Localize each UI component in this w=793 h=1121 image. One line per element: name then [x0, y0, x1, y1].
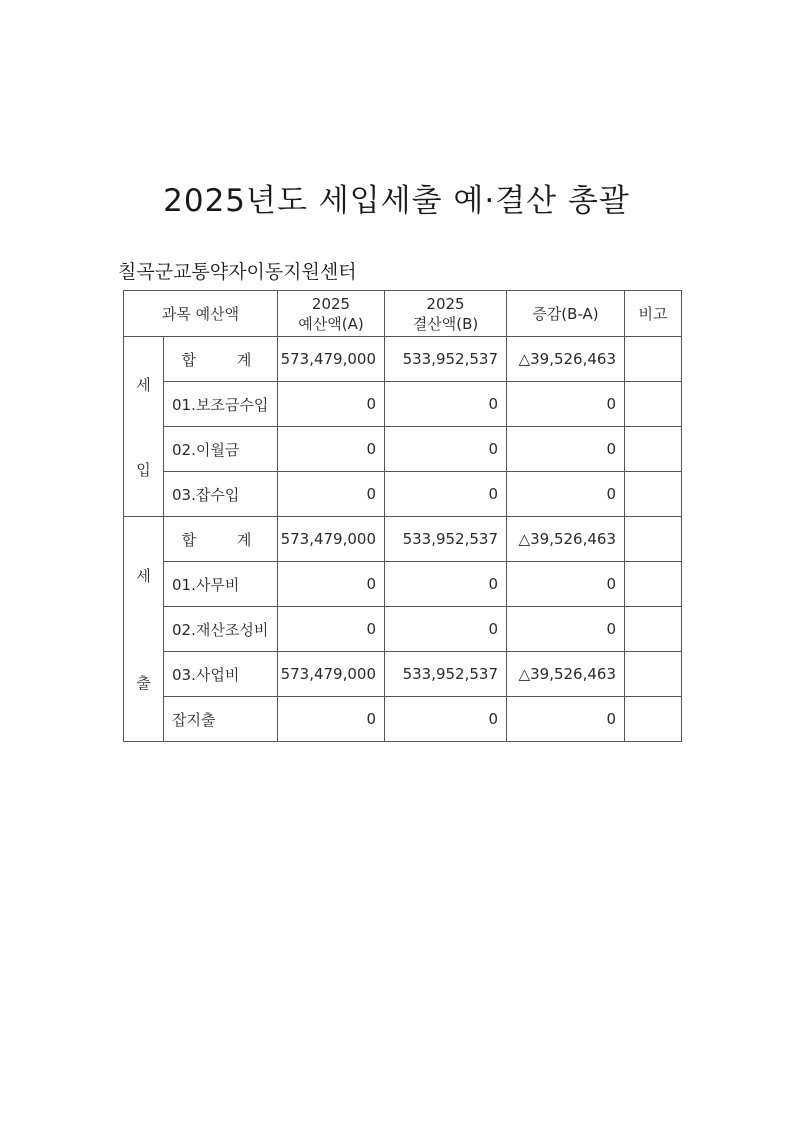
- row-item: 03.잡수입: [164, 472, 278, 517]
- header-budget-label: 예산액(A): [298, 314, 364, 333]
- row-budget: 573,479,000: [278, 652, 385, 697]
- row-remarks: [625, 607, 682, 652]
- row-remarks: [625, 562, 682, 607]
- row-change: 0: [507, 697, 625, 742]
- row-settlement: 0: [385, 562, 507, 607]
- row-budget: 0: [278, 562, 385, 607]
- row-item: 합 계: [164, 337, 278, 382]
- revenue-label-top: 세: [136, 375, 151, 394]
- revenue-section-label: [124, 337, 164, 517]
- table-row: [124, 382, 682, 427]
- table-row: [124, 652, 682, 697]
- row-remarks: [625, 652, 682, 697]
- expenditure-section-label: [124, 517, 164, 742]
- table-row: [124, 562, 682, 607]
- row-change: △39,526,463: [507, 652, 625, 697]
- row-change: 0: [507, 472, 625, 517]
- header-budget: [278, 291, 385, 337]
- row-item: 02.이월금: [164, 427, 278, 472]
- row-settlement: 0: [385, 427, 507, 472]
- organization-name: 칠곡군교통약자이동지원센터: [118, 261, 357, 283]
- row-change: 0: [507, 562, 625, 607]
- row-remarks: [625, 697, 682, 742]
- row-budget: 0: [278, 607, 385, 652]
- row-change: 0: [507, 427, 625, 472]
- row-change: 0: [507, 382, 625, 427]
- row-budget: 0: [278, 697, 385, 742]
- row-item: 01.보조금수입: [164, 382, 278, 427]
- row-settlement: 0: [385, 382, 507, 427]
- header-budget-year: 2025: [311, 294, 351, 313]
- revenue-label-bottom: 입: [136, 460, 151, 479]
- row-change: △39,526,463: [507, 337, 625, 382]
- row-settlement: 0: [385, 472, 507, 517]
- table-row: [124, 337, 682, 382]
- budget-summary-table: [123, 290, 682, 742]
- row-item: 02.재산조성비: [164, 607, 278, 652]
- expenditure-label-bottom: 출: [136, 674, 151, 693]
- table-header-row: [124, 291, 682, 337]
- row-item: 03.사업비: [164, 652, 278, 697]
- row-settlement: 533,952,537: [385, 337, 507, 382]
- expenditure-label-top: 세: [136, 566, 151, 585]
- row-item: 잡지출: [164, 697, 278, 742]
- table-row: [124, 607, 682, 652]
- table-row: [124, 697, 682, 742]
- header-settlement-year: 2025: [426, 294, 465, 313]
- row-item: 01.사무비: [164, 562, 278, 607]
- row-settlement: 0: [385, 607, 507, 652]
- row-budget: 573,479,000: [278, 337, 385, 382]
- row-settlement: 0: [385, 697, 507, 742]
- row-change: 0: [507, 607, 625, 652]
- row-settlement: 533,952,537: [385, 652, 507, 697]
- row-remarks: [625, 472, 682, 517]
- row-item: 합 계: [164, 517, 278, 562]
- row-remarks: [625, 427, 682, 472]
- table-row: [124, 517, 682, 562]
- row-settlement: 533,952,537: [385, 517, 507, 562]
- row-change: △39,526,463: [507, 517, 625, 562]
- header-settlement: [385, 291, 507, 337]
- table-row: [124, 472, 682, 517]
- header-remarks: 비고: [625, 291, 682, 337]
- header-settlement-label: 결산액(B): [412, 314, 479, 333]
- row-budget: 0: [278, 382, 385, 427]
- table-row: [124, 427, 682, 472]
- header-subject: 과목 예산액: [124, 291, 278, 337]
- page-title: 2025년도 세입세출 예·결산 총괄: [163, 183, 630, 219]
- row-budget: 0: [278, 427, 385, 472]
- row-remarks: [625, 517, 682, 562]
- row-remarks: [625, 337, 682, 382]
- row-budget: 573,479,000: [278, 517, 385, 562]
- row-remarks: [625, 382, 682, 427]
- row-budget: 0: [278, 472, 385, 517]
- header-change: 증감(B-A): [507, 291, 625, 337]
